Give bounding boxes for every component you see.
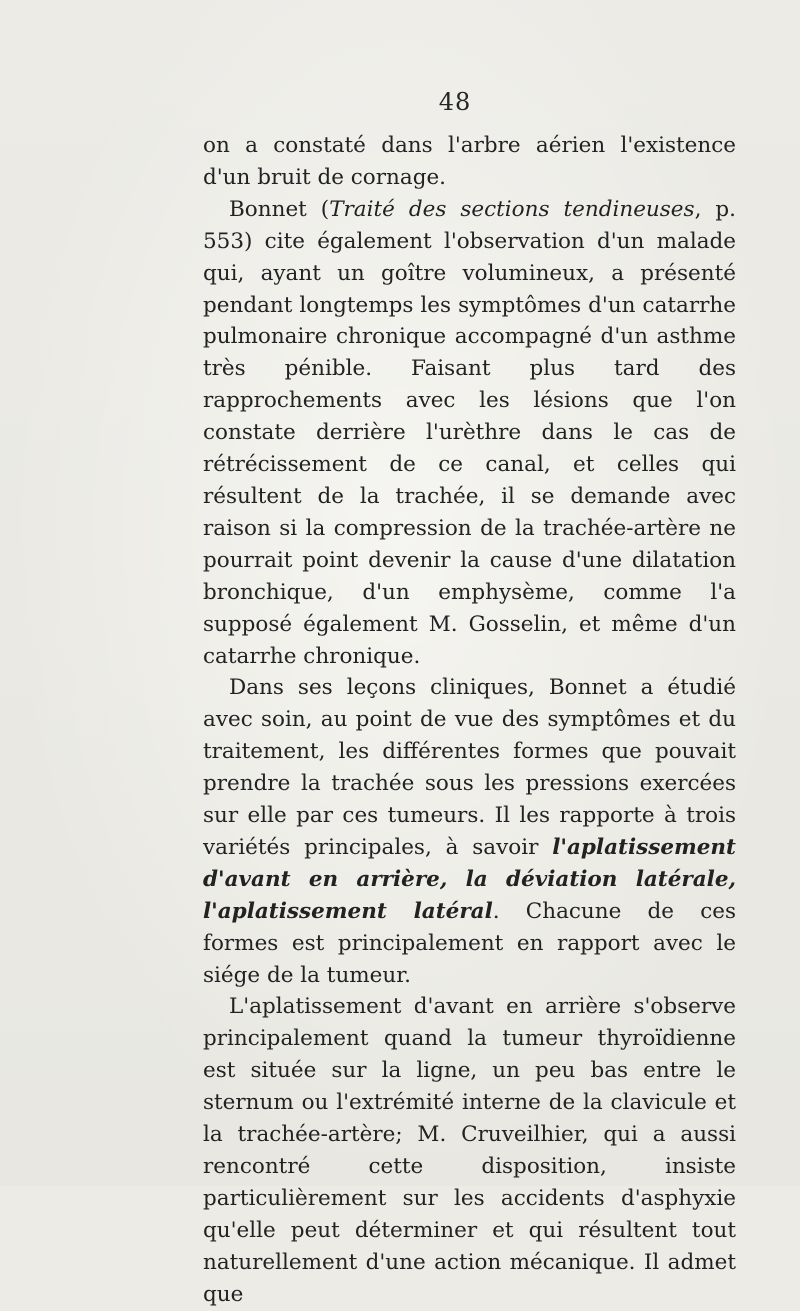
text-segment: Bonnet ( <box>229 196 330 222</box>
book-title-italic: Traité des sections tendineuses <box>329 196 695 222</box>
text-segment: Dans ses leçons cliniques, Bonnet a étudié avec soin, au point de vue des symptômes et du traitement, les différentes formes que pouvait prendre la trachée sous les pressions exercées sur elle par ces tumeurs. Il les rapporte à trois variétés principales, à savoir <box>203 675 736 860</box>
varieties-emphasis: l'aplatissement d'avant en arrière, la déviation latérale, l'aplatissement latéral <box>203 834 736 924</box>
text-segment: . Chacune de ces formes est principalement en rapport avec le siége de la tumeur. <box>203 898 736 988</box>
paragraph-3 <box>203 672 736 991</box>
page-number: 48 <box>438 88 472 116</box>
text-segment: L'aplatissement d'avant en arrière s'observe principalement quand la tumeur thyroïdienne est située sur la ligne, un peu bas entre le sternum ou l'extrémité interne de la clavicule et la trachée-artère; M. Cruveilhier, qui a aussi rencontré cette disposition, insiste particulièrement sur les accidents d'asphyxie qu'elle peut déterminer et qui résultent tout naturellement d'une action mécanique. Il admet que <box>203 994 736 1307</box>
paragraph-4 <box>203 991 736 1310</box>
paragraph-2 <box>203 194 736 673</box>
text-segment: on a constaté dans l'arbre aérien l'existence d'un bruit de cornage. <box>203 133 736 190</box>
body-text <box>203 130 736 1311</box>
paragraph-1 <box>203 130 736 194</box>
text-segment: , p. 553) cite également l'observation d'un malade qui, ayant un goître volumineux, a présenté pendant longtemps les symptômes d'un catarrhe pulmonaire chronique accompagné d'un asthme très pénible. Faisant plus tard des rapprochements avec les lésions que l'on constate derrière l'urèthre dans le cas de rétrécissement de ce canal, et celles qui résultent de la trachée, il se demande avec raison si la compression de la trachée-artère ne pourrait point devenir la cause d'une dilatation bronchique, d'un emphysème, comme l'a supposé également M. Gosselin, et même d'un catarrhe chronique. <box>203 196 736 669</box>
